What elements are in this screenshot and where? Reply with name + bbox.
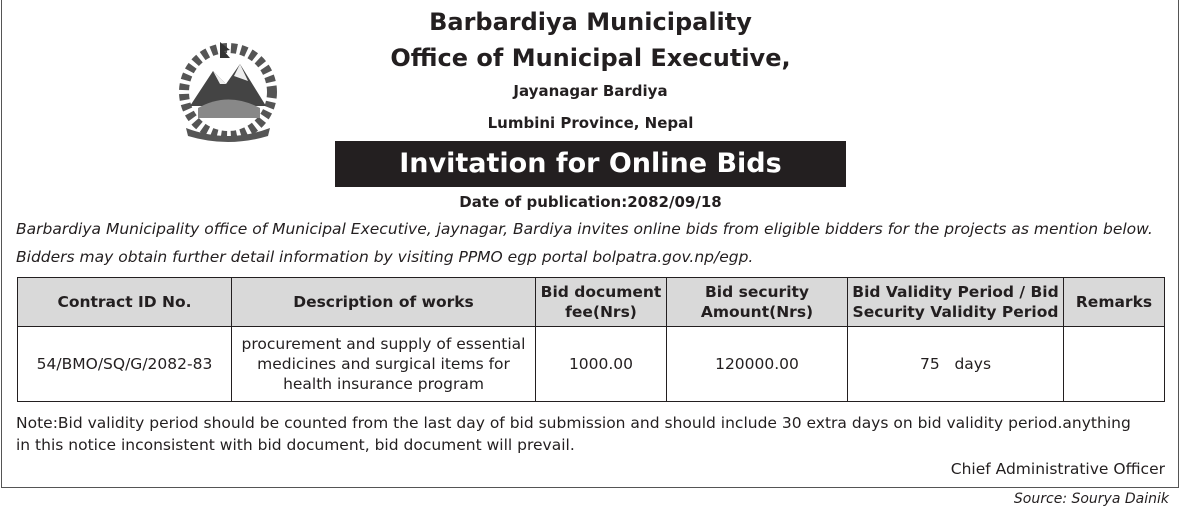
column-header: Bid document fee(Nrs) [536,278,667,327]
column-header: Remarks [1064,278,1165,327]
intro-line: Barbardiya Municipality office of Municipal Executive, jaynagar, Bardiya invites online bids from eligible bidders for the projects as mention below. [16,220,1153,238]
office-name: Office of Municipal Executive, [390,44,791,72]
signatory: Chief Administrative Officer [950,460,1165,478]
bid-table [17,277,1165,402]
security-amount: 120000.00 [667,327,848,402]
column-header: Contract ID No. [18,278,232,327]
province: Lumbini Province, Nepal [487,114,694,132]
table-row [18,327,1165,402]
description: procurement and supply of essential medicines and surgical items for health insurance program [232,327,536,402]
contract-id: 54/BMO/SQ/G/2082-83 [18,327,232,402]
address: Jayanagar Bardiya [513,82,668,100]
column-header: Bid security Amount(Nrs) [667,278,848,327]
intro-line: Bidders may obtain further detail information by visiting PPMO egp portal bolpatra.gov.np/egp. [16,248,754,266]
municipality-name: Barbardiya Municipality [429,8,752,36]
publication-date: Date of publication:2082/09/18 [459,193,722,211]
remarks [1064,327,1165,402]
source-credit: Source: Sourya Dainik [1013,491,1169,507]
table-header-row [18,278,1165,327]
notice-banner: Invitation for Online Bids [335,141,846,187]
column-header: Description of works [232,278,536,327]
note-line: Note:Bid validity period should be counted from the last day of bid submission and should include 30 extra days on bid validity period.anything [16,414,1131,432]
validity-period: 75 days [848,327,1064,402]
note-line: in this notice inconsistent with bid document, bid document will prevail. [16,436,575,454]
column-header: Bid Validity Period / Bid Security Validity Period [848,278,1064,327]
document-fee: 1000.00 [536,327,667,402]
